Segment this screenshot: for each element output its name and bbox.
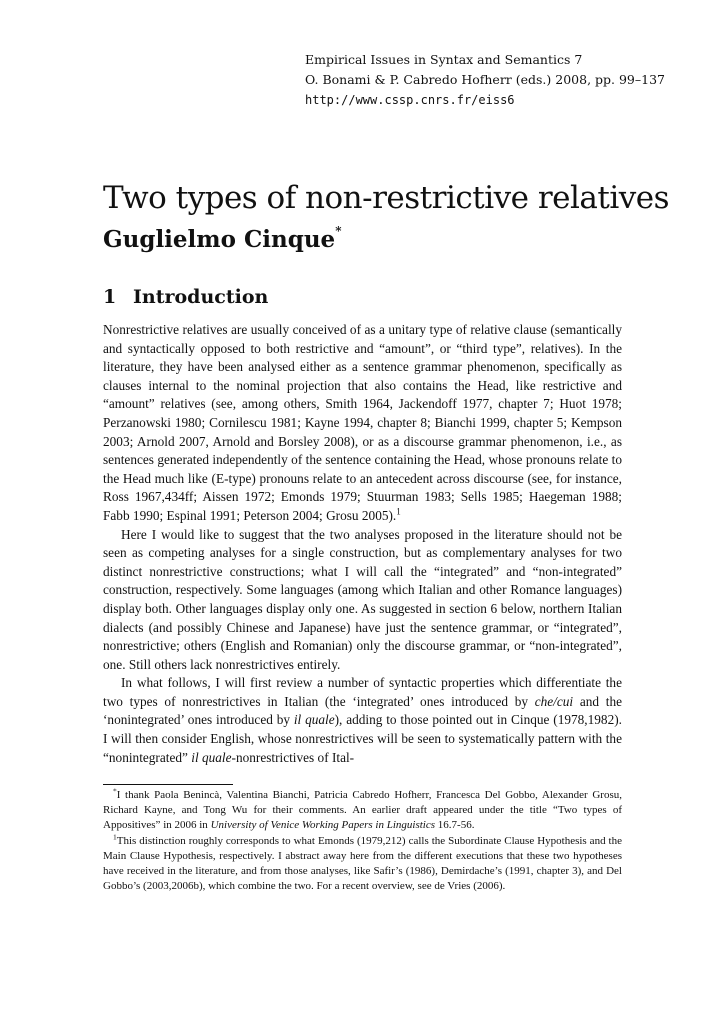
paragraph-2: Here I would like to suggest that the two analyses proposed in the literature should not be seen as competing analyses for a single construction, but as complementary analyses for two distinct nonrestrictive constructions; what I will call the “integrated” and “non-integrated” construction, respectively. Some languages (among which Italian and other Romance languages) display both. Other languages display only one. As suggested in section 6 below, northern Italian dialects (and possibly Chinese and Japanese) have just the sentence grammar, or “integrated”, nonrestrictive; others (English and Romanian) only the discourse grammar, or “non-integrated”, one. Still others lack nonrestrictives entirely. (103, 526, 622, 672)
section-title: Introduction (133, 286, 269, 308)
paragraph-1 (103, 321, 622, 526)
footnote-1 (103, 831, 622, 895)
footnote-star-italic: University of Venice Working Papers in Linguistics (210, 819, 436, 832)
footnote-divider (103, 784, 233, 785)
italic-term: il quale (293, 712, 335, 728)
italic-term: il quale (191, 749, 232, 765)
footnote-star-mark: * (113, 786, 117, 796)
author-footnote-mark[interactable]: * (335, 224, 342, 238)
paragraph-3-text: ), adding to those pointed out in Cinque (1978,1982). I will then consider English, whose nonrestrictives will be seen to systematically pattern with the “nonintegrated” (103, 712, 622, 765)
paragraph-1-text: Nonrestrictive relatives are usually conceived of as a unitary type of relative clause (semantically and syntactically opposed to both restrictive and “amount”, or “third type”, relatives). In the literature, they have been analysed either as a sentence grammar phenomenon, specifically as clauses internal to the nominal projection that also contains the Head, like restrictive and “amount” relatives (see, among others, Smith 1964, Jackendoff 1977, chapter 7; Huot 1978; Perzanowski 1980; Cornilescu 1981; Kayne 1994, chapter 8; Bianchi 1999, chapter 5; Kempson 2003; Arnold 2007, Arnold and Borsley 2008), or as a discourse grammar phenomenon, i.e., as sentences generated independently of the sentence containing the Head, whose pronouns relate to the Head much like (E-type) pronouns relate to an antecedent across discourse (see, for instance, Ross 1967,434ff; Aissen 1972; Emonds 1979; Stuurman 1983; Sells 1985; Haegeman 1988; Fabb 1990; Espinal 1991; Peterson 2004; Grosu 2005). (103, 322, 622, 523)
footnote-star (103, 788, 622, 834)
section-number: 1 (103, 286, 117, 308)
paragraph-3-text: -nonrestrictives of Ital- (231, 749, 355, 765)
footnote-star-text: I thank Paola Benincà, Valentina Bianchi, Patricia Cabredo Hofherr, Francesca Del Gobbo, Alexander Grosu, Richard Kayne, and Tong Wu for their comments. An earlier draft appeared under the title “Two types of Appositives” in 2006 in (103, 789, 622, 832)
footnote-1-ref[interactable]: 1 (396, 506, 401, 517)
body-text (103, 321, 622, 767)
author-name-text: Guglielmo Cinque (103, 226, 336, 253)
section-heading (103, 286, 268, 308)
paragraph-3-text: In what follows, I will first review a number of syntactic properties which differentiate the two types of nonrestrictives in Italian (the ‘integrated’ ones introduced by (103, 675, 622, 709)
journal-url-link[interactable]: http://www.cssp.cnrs.fr/eiss6 (305, 93, 515, 107)
paragraph-3-text: and the ‘nonintegrated’ ones introduced by (103, 693, 623, 728)
paper-title: Two types of non-restrictive relatives (103, 180, 670, 216)
footnote-1-text: This distinction roughly corresponds to what Emonds (1979,212) calls the Subordinate Clause Hypothesis and the Main Clause Hypothesis, respectively. I abstract away here from the different executions that these two hypotheses have received in the literature, and from those analyses, like Safir’s (1986), Demirdache’s (1991, chapter 3), and Del Gobbo’s (2003,2006b), which combine the two. For a recent overview, see de Vries (2006). (103, 834, 622, 893)
paragraph-3 (103, 674, 622, 767)
footnotes (103, 788, 622, 894)
author-name (103, 226, 341, 253)
journal-title-line: Empirical Issues in Syntax and Semantics 7 (305, 52, 583, 67)
footnote-1-mark: 1 (113, 831, 117, 841)
editors-line: O. Bonami & P. Cabredo Hofherr (eds.) 2008, pp. 99–137 (305, 72, 665, 87)
journal-header (305, 50, 665, 110)
italic-term: che/cui (534, 693, 574, 709)
footnote-star-text: 16.7-56. (435, 819, 475, 832)
